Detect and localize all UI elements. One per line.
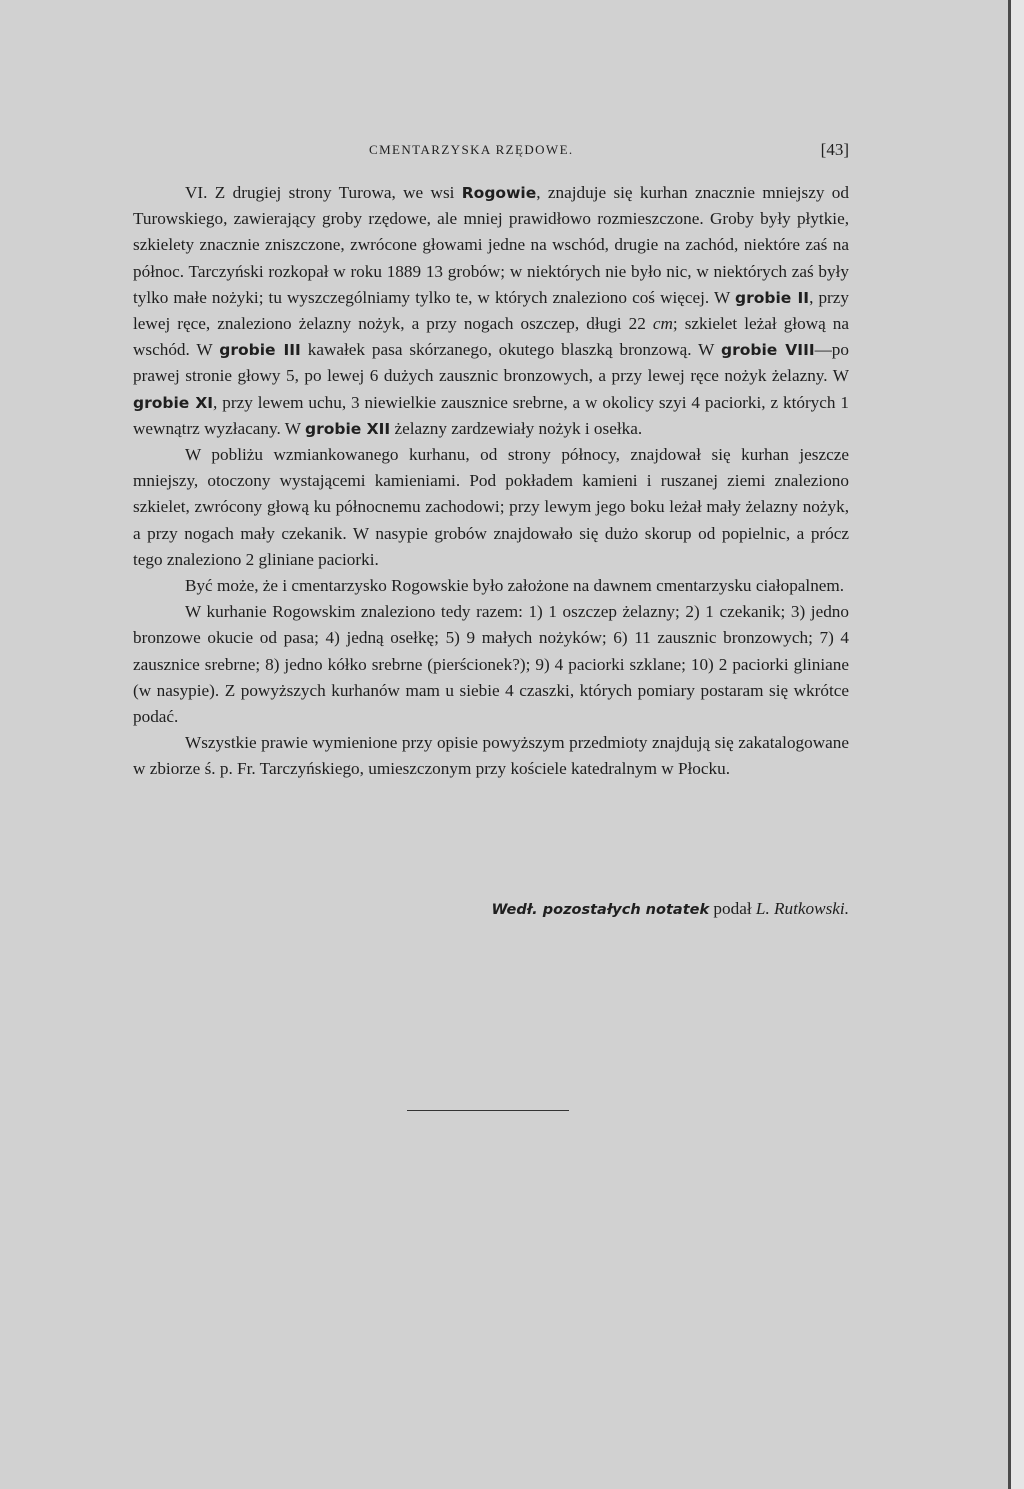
text-run: —po prawej stronie głowy 5, po lewej 6 dużych zausznic bronzowych, a przy lewej ręce nożyk żelazny. W xyxy=(133,340,849,386)
paragraph-collection: Wszystkie prawie wymienione przy opisie powyższym przedmioty znajdują się zakatalogowane w zbiorze ś. p. Fr. Tarczyńskiego, umieszczonym przy kościele katedralnym w Płocku. xyxy=(133,733,849,779)
signature-name: L. Rutkowski. xyxy=(755,899,849,918)
text-run: , znajduje się kurhan znacznie mniejszy od Turowskiego, zawierający groby rzędowe, ale mniej prawidłowo rozmieszczone. Groby były płytkie, szkielety znacznie zniszczone, zwrócone głowami jedne na wschód, drugie na zachód, niektóre zaś na północ. Tarczyński rozkopał w roku 1889 13 grobów; w niektórych nie było nic, w niektórych zaś były tylko małe nożyki; tu wyszczególniamy tylko te, w których znaleziono coś więcej. W xyxy=(133,183,849,307)
paragraph-summary-list: W kurhanie Rogowskim znaleziono tedy razem: 1) 1 oszczep żelazny; 2) 1 czekanik; 3) jedno bronzowe okucie od pasa; 4) jedną osełkę; 5) 9 małych nożyków; 6) 11 zausznic bronzowych; 7) 4 zausznice srebrne; 8) jedno kółko srebrne (pierścionek?); 9) 4 paciorki szklane; 10) 2 paciorki gliniane (w nasypie). Z powyższych kurhanów mam u siebie 4 czaszki, których pomiary postaram się wkrótce podać. xyxy=(133,602,849,727)
unit-cm: cm xyxy=(652,314,673,334)
grave-label-iii: grobie III xyxy=(219,341,301,360)
place-name-rogowie: Rogowie xyxy=(461,184,537,202)
text-run: kawałek pasa skórzanego, okutego blaszką bronzową. W xyxy=(300,340,721,360)
grave-label-viii: grobie VIII xyxy=(721,341,815,360)
text-run: żelazny zardzewiały nożyk i osełka. xyxy=(390,418,643,438)
running-title: CMENTARZYSKA RZĘDOWE. xyxy=(369,142,574,157)
grave-label-xi: grobie XI xyxy=(133,393,214,412)
text-run: , przy lewem uchu, 3 niewielkie zausznice srebrne, a w okolicy szyi 4 paciorki, z których 1 wewnątrz wyzłacany. W xyxy=(133,392,849,438)
footer-rule xyxy=(407,1110,569,1111)
text-run: ; szkielet leżał głową na wschód. W xyxy=(133,314,849,360)
paragraph-second-kurhan: W pobliżu wzmiankowanego kurhanu, od strony północy, znajdował się kurhan jeszcze mniejszy, otoczony wystającemi kamieniami. Pod pokładem kamieni i ruszanej ziemi znaleziono szkielet, zwrócony głową ku północnemu zachodowi; przy lewym jego boku leżał mały żelazny nożyk, a przy nogach mały czekanik. W nasypie grobów znajdowało się dużo skorup od popielnic, a prócz tego znaleziono 2 gliniane paciorki. xyxy=(133,445,849,569)
signature-mid: podał xyxy=(709,899,756,918)
paragraph-rogowie xyxy=(133,180,849,442)
paragraph-cremation: Być może, że i cmentarzysko Rogowskie było założone na dawnem cmentarzysku ciałopalnem. xyxy=(185,576,845,596)
author-signature xyxy=(491,896,849,923)
text-run: , przy lewej ręce, znaleziono żelazny nożyk, a przy nogach oszczep, długi 22 xyxy=(133,287,849,334)
text-run: VI. Z drugiej strony Turowa, we wsi xyxy=(185,183,462,202)
grave-label-xii: grobie XII xyxy=(304,419,391,438)
body-text xyxy=(133,180,849,918)
page-header xyxy=(133,140,849,170)
grave-label-ii: grobie II xyxy=(735,288,810,307)
signature-prefix: Wedł. pozostałych notatek xyxy=(491,902,710,918)
page-edge xyxy=(1008,0,1024,1489)
page-number: [43] xyxy=(820,140,849,159)
